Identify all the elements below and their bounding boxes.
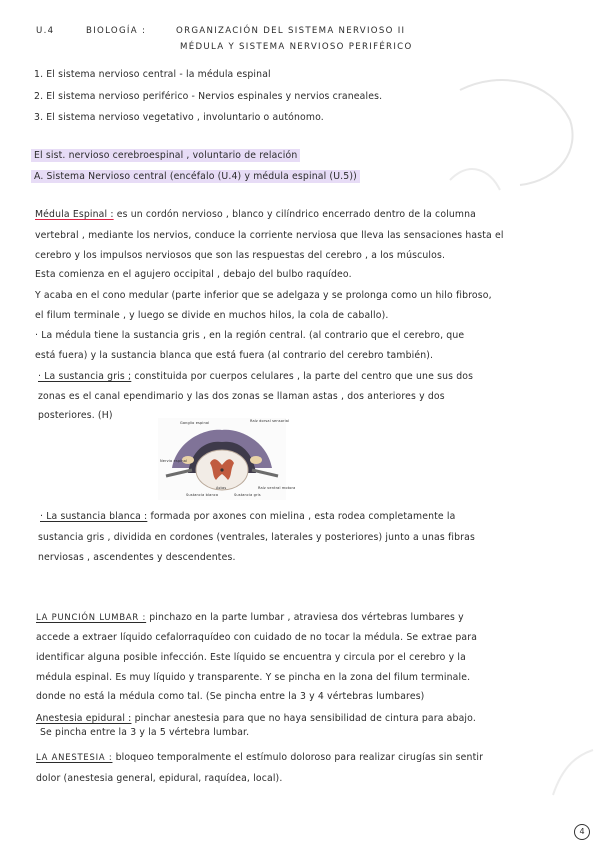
- medula-line: está fuera) y la sustancia blanca que está fuera (al contrario del cerebro también).: [35, 350, 434, 361]
- epidural-line-1: [36, 713, 476, 724]
- medula-line: el filum terminale , y luego se divide en muchos hilos, la cola de caballo).: [35, 310, 389, 321]
- medula-line: Esta comienza en el agujero occipital , debajo del bulbo raquídeo.: [35, 269, 352, 280]
- highlight-line-1: El sist. nervioso cerebroespinal , voluntario de relación: [31, 149, 300, 162]
- label-ganglio: Ganglio espinal: [180, 421, 210, 425]
- medula-text: es un cordón nervioso , blanco y cilíndrico encerrado dentro de la columna: [116, 209, 477, 220]
- label-sustancia-gris: Sustancia gris: [234, 493, 261, 497]
- spinal-cord-diagram: [158, 418, 296, 500]
- medula-line: cerebro y los impulsos nerviosos que son las respuestas del cerebro , a los músculos.: [35, 250, 446, 261]
- highlight-line-2: A. Sistema Nervioso central (encéfalo (U.4) y médula espinal (U.5)): [31, 170, 360, 183]
- gris-term: · La sustancia gris ;: [38, 371, 132, 382]
- medula-term: Médula Espinal :: [35, 209, 114, 220]
- label-raiz-dorsal: Raíz dorsal sensorial: [250, 419, 290, 423]
- epidural-text: pinchar anestesia para que no haya sensibilidad de cintura para abajo.: [134, 713, 476, 724]
- label-raiz-ventral: Raíz ventral motora: [258, 486, 296, 490]
- list-item: 3. El sistema nervioso vegetativo , involuntario o autónomo.: [34, 112, 324, 123]
- gris-line: posteriores. (H): [38, 410, 113, 421]
- bleed-through-mark-2: [548, 745, 598, 805]
- medula-line: Y acaba en el cono medular (parte inferior que se adelgaza y se prolonga como un hilo fibroso,: [35, 290, 492, 301]
- gris-text: constituida por cuerpos celulares , la parte del centro que une sus dos: [134, 371, 474, 382]
- puncion-line-1: [36, 612, 464, 623]
- list-item: 2. El sistema nervioso periférico - Nervios espinales y nervios craneales.: [34, 91, 383, 102]
- page-number: 4: [574, 824, 590, 840]
- epidural-term: Anestesia epidural :: [36, 713, 132, 724]
- puncion-line: donde no está la médula como tal. (Se pincha entre la 3 y 4 vértebras lumbares): [36, 691, 425, 702]
- medula-line-1: [35, 209, 476, 220]
- subject-label: BIOLOGÍA :: [86, 26, 147, 36]
- gris-line-1: [38, 371, 473, 382]
- label-nervio: Nervio espinal: [160, 459, 188, 463]
- anestesia-line: dolor (anestesia general, epidural, raquídea, local).: [36, 773, 283, 784]
- label-astas: Astas: [216, 486, 227, 490]
- puncion-text: pinchazo en la parte lumbar , atraviesa dos vértebras lumbares y: [149, 612, 464, 623]
- anestesia-line-1: [36, 752, 483, 763]
- blanca-line: nerviosas , ascendentes y descendentes.: [38, 552, 236, 563]
- puncion-term: LA PUNCIÓN LUMBAR :: [36, 612, 147, 622]
- puncion-line: médula espinal. Es muy líquido y transparente. Y se pincha en la zona del filum terminale.: [36, 672, 471, 683]
- page-subtitle: MÉDULA Y SISTEMA NERVIOSO PERIFÉRICO: [180, 42, 413, 52]
- medula-line: vertebral , mediante los nervios, conduce la corriente nerviosa que lleva las sensaciones hasta el: [35, 230, 504, 241]
- unit-label: U.4: [36, 26, 55, 36]
- label-sustancia-blanca: Sustancia blanca: [186, 493, 219, 497]
- puncion-line: identificar alguna posible infección. Este líquido se encuentra y circula por el cerebro y la: [36, 652, 466, 663]
- anestesia-term: LA ANESTESIA :: [36, 752, 113, 762]
- puncion-line: accede a extraer líquido cefalorraquídeo con cuidado de no tocar la médula. Se extrae para: [36, 632, 478, 643]
- list-item: 1. El sistema nervioso central - la médula espinal: [34, 69, 271, 80]
- blanca-line-1: [40, 511, 455, 522]
- epidural-line: Se pincha entre la 3 y la 5 vértebra lumbar.: [40, 727, 250, 738]
- page-title: ORGANIZACIÓN DEL SISTEMA NERVIOSO II: [176, 26, 406, 36]
- blanca-line: sustancia gris , dividida en cordones (ventrales, laterales y posteriores) junto a unas fibras: [38, 532, 475, 543]
- blanca-term: · La sustancia blanca :: [40, 511, 148, 522]
- blanca-text: formada por axones con mielina , esta rodea completamente la: [150, 511, 456, 522]
- bleed-through-mark: [440, 60, 590, 200]
- medula-line: · La médula tiene la sustancia gris , en la región central. (al contrario que el cerebro, que: [35, 330, 465, 341]
- anestesia-text: bloqueo temporalmente el estímulo doloroso para realizar cirugías sin sentir: [115, 752, 484, 763]
- gris-line: zonas es el canal ependimario y las dos zonas se llaman astas , dos anteriores y dos: [38, 391, 445, 402]
